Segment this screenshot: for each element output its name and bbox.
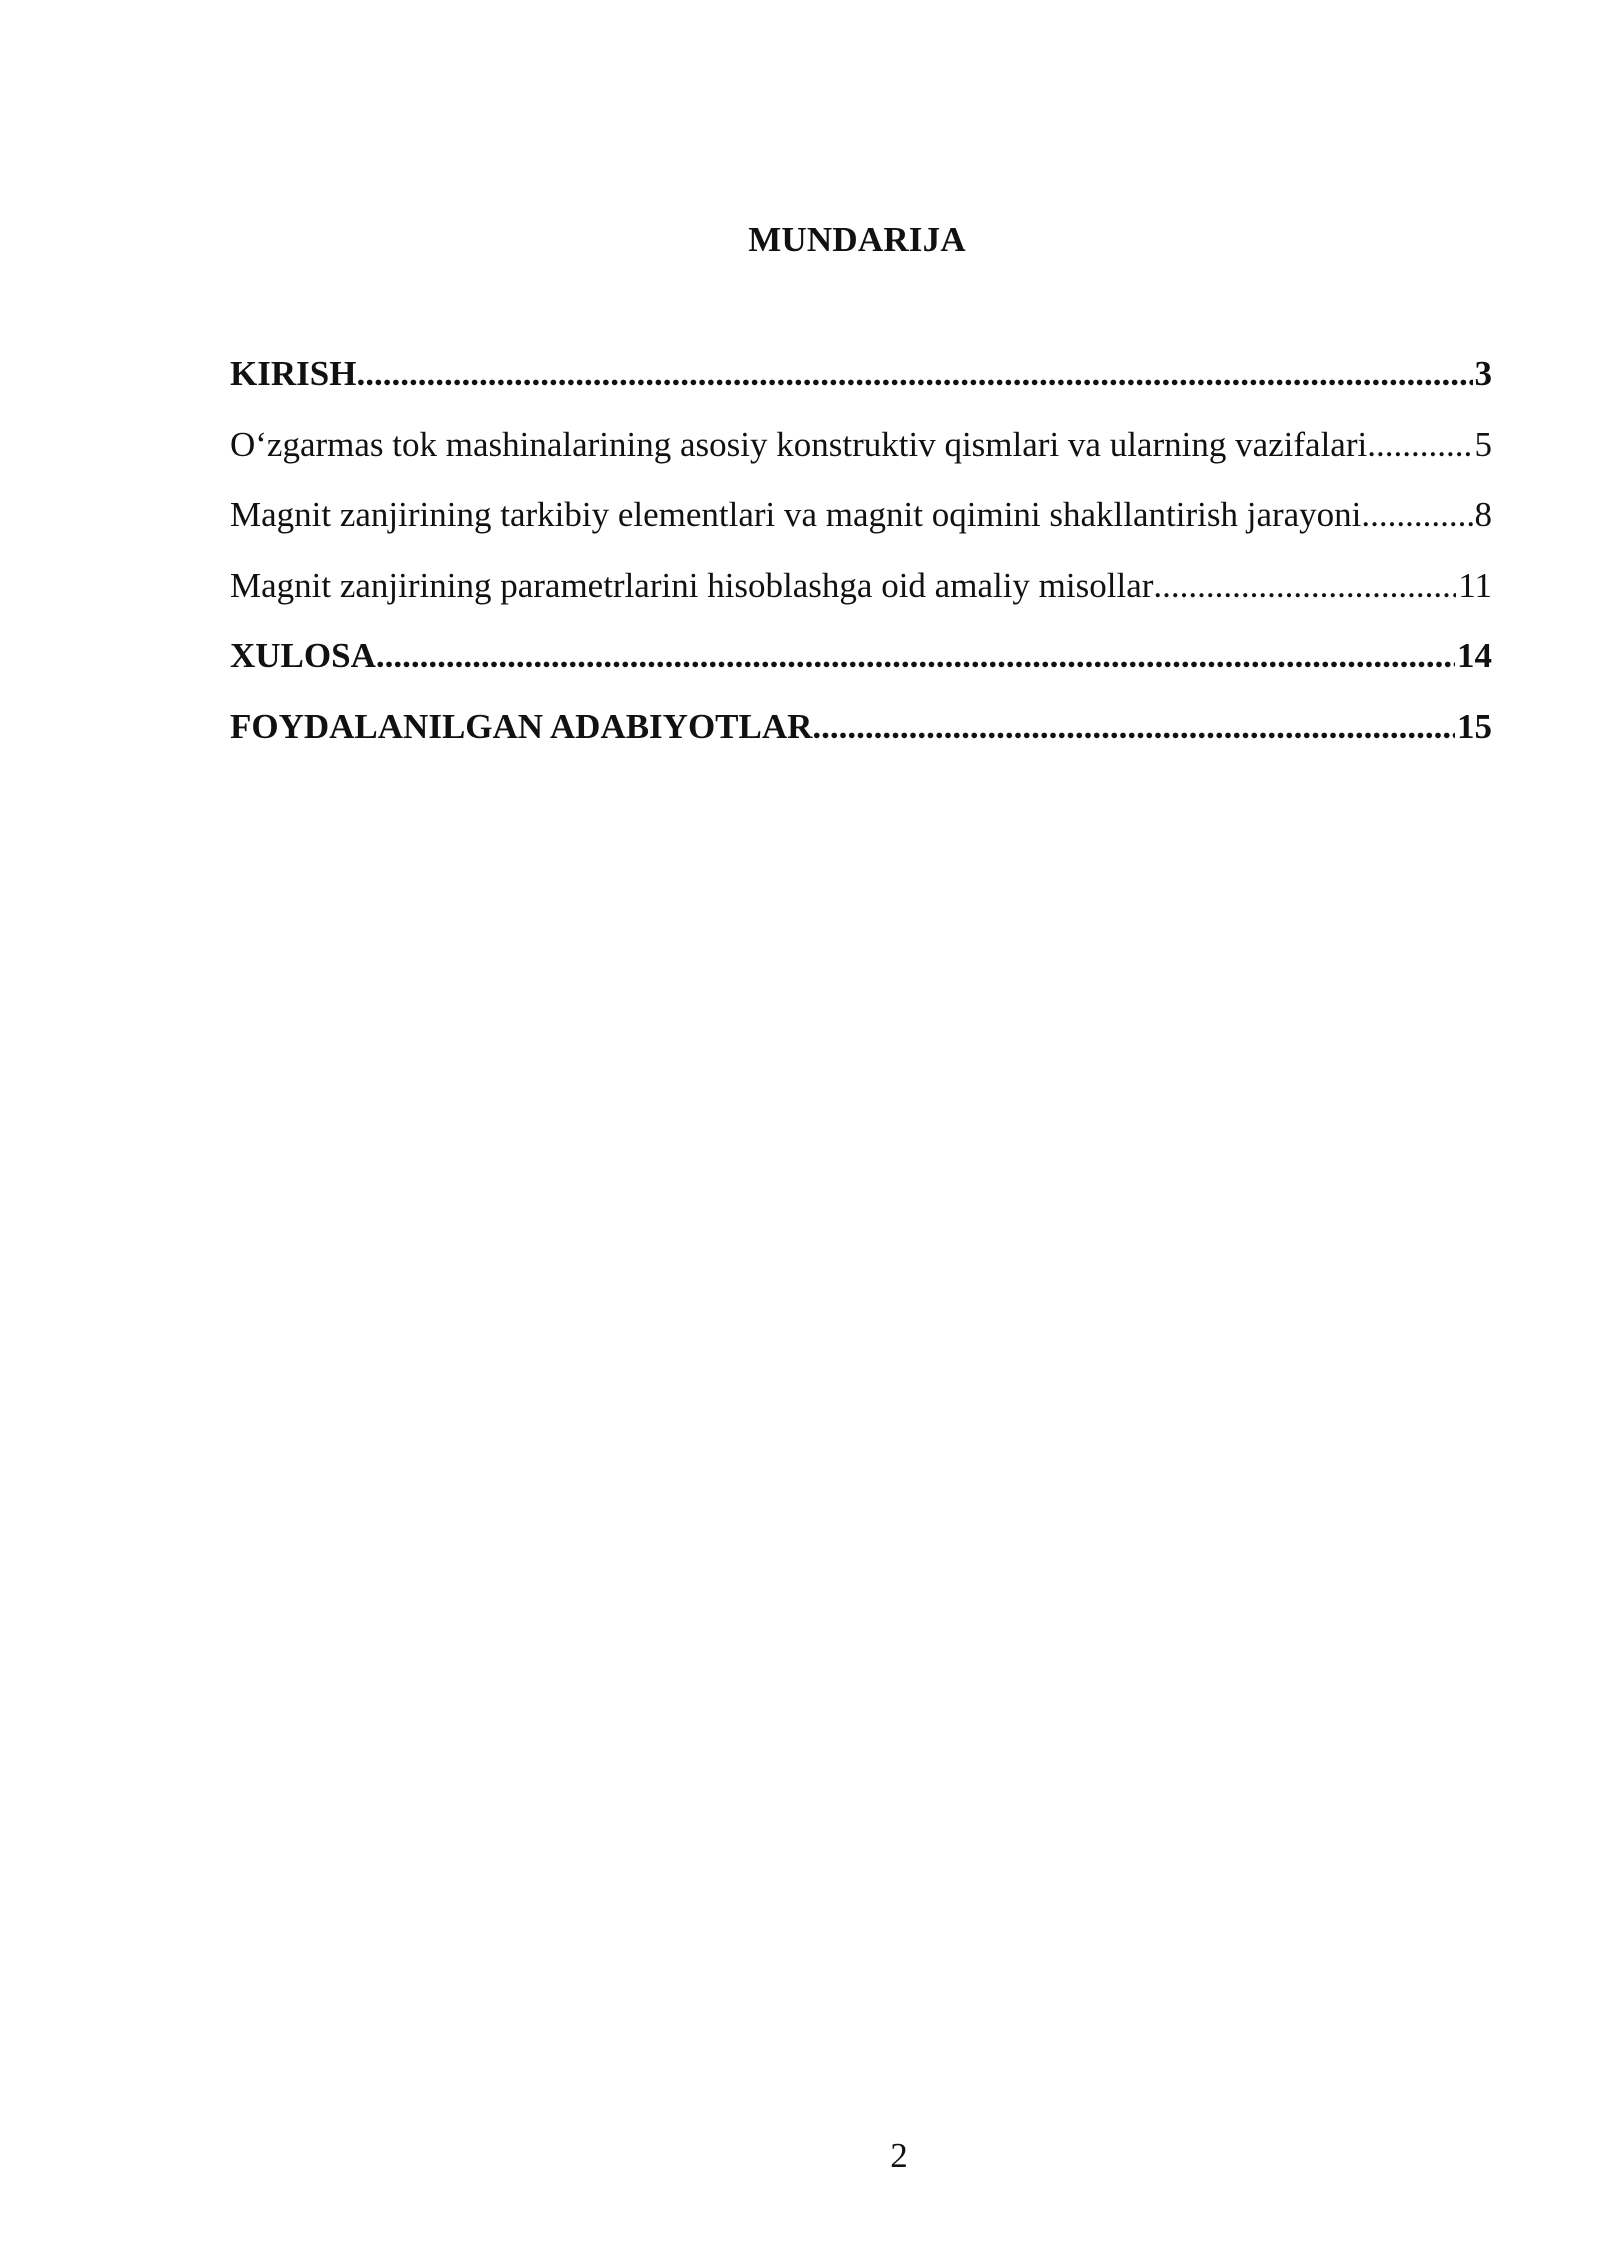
toc-dot-leader (1367, 423, 1472, 467)
toc-entry-text: FOYDALANILGAN ADABIYOTLAR (230, 706, 813, 746)
toc-entry-adabiyotlar[interactable] (230, 705, 1492, 776)
page-title: MUNDARIJA (748, 220, 966, 259)
page-number: 2 (890, 2136, 908, 2175)
toc-entry-text: Magnit zanjirining parametrlarini hisoblashga oid amaliy misollar (230, 565, 1154, 605)
toc-entry-page: 11 (1458, 565, 1492, 605)
toc-entry-kirish[interactable] (230, 352, 1492, 423)
toc-entry-amaliy-misollar[interactable] (230, 564, 1492, 635)
toc-entry-page: 8 (1474, 495, 1492, 534)
toc-entry-page: 3 (1474, 354, 1492, 393)
toc-dot-leader (356, 352, 1472, 396)
toc-entry-text: Magnit zanjirining tarkibiy elementlari va magnit oqimini shakllantirish jarayoni (230, 495, 1362, 534)
toc-dot-leader (376, 634, 1455, 678)
toc-entry-text: O‘zgarmas tok mashinalarining asosiy konstruktiv qismlari va ularning vazifalari (230, 424, 1368, 464)
toc-entry-text: KIRISH (230, 354, 357, 393)
toc-dot-leader (812, 705, 1455, 749)
toc-entry-magnit-zanjir-elementlari[interactable] (230, 493, 1492, 564)
toc-dot-leader (1361, 493, 1472, 537)
toc-entry-page: 5 (1474, 424, 1492, 464)
toc-entry-page: 15 (1457, 706, 1492, 746)
toc-dot-leader (1153, 564, 1456, 608)
toc-entry-text: XULOSA (230, 636, 376, 675)
toc-entry-page: 14 (1457, 636, 1492, 675)
toc-entry-konstruktiv-qismlar[interactable] (230, 423, 1492, 494)
table-of-contents (230, 352, 1492, 775)
toc-entry-xulosa[interactable] (230, 634, 1492, 705)
